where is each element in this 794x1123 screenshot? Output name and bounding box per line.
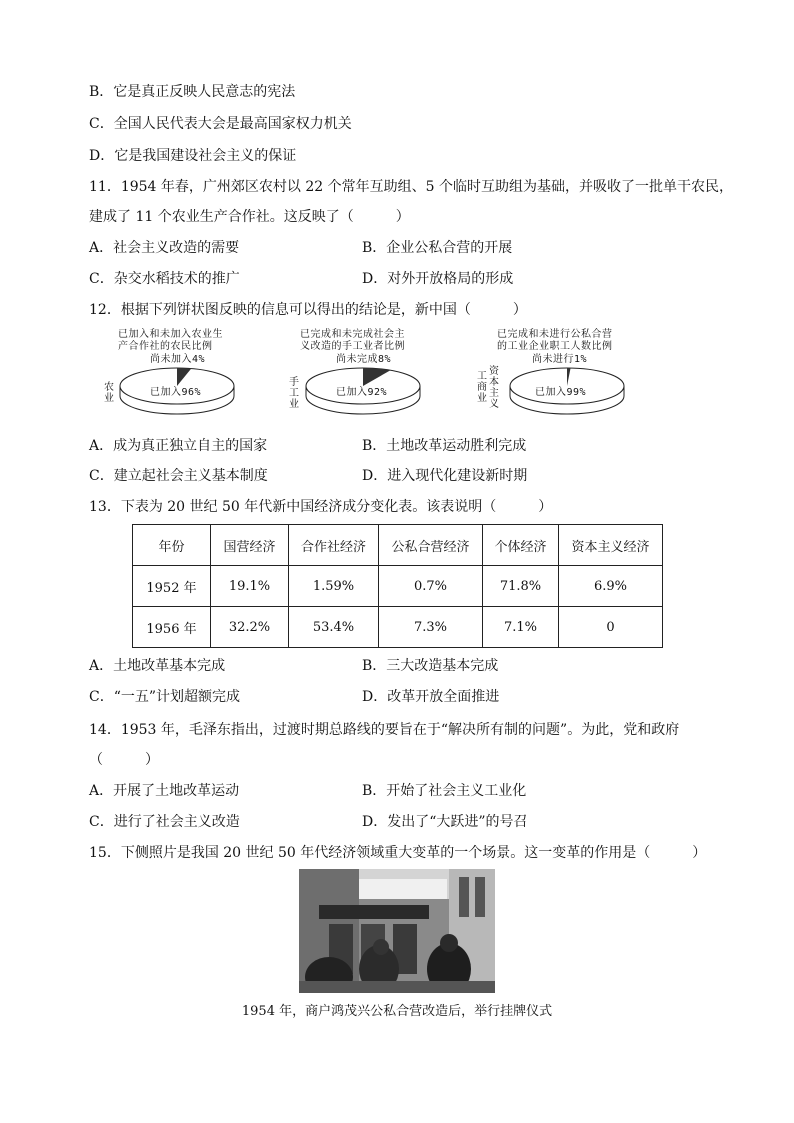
table-cell: 71.8% [483, 566, 559, 607]
table-cell: 0 [559, 607, 663, 648]
q13-option-c: C．“一五”计划超额完成 [89, 689, 241, 705]
q12-option-c: C．建立起社会主义基本制度 [89, 468, 268, 484]
pie1-small-label: 尚未加入4% [150, 354, 206, 365]
q14-option-b: B．开始了社会主义工业化 [362, 783, 527, 799]
pie2-small-label: 尚未完成8% [336, 354, 392, 365]
q11-stem-1: 11．1954 年春，广州郊区农村以 22 个常年互助组、5 个临时互助组为基础，并吸收了一批单干农民， [89, 179, 733, 195]
q14-stem-2: （ ） [89, 752, 159, 768]
q14-option-d: D．发出了“大跃进”的号召 [362, 814, 528, 830]
table-cell: 53.4% [289, 607, 379, 648]
table-header-cell: 合作社经济 [289, 525, 379, 566]
table-header-cell: 资本主义经济 [559, 525, 663, 566]
pie2-side-label: 手工业 [289, 377, 299, 410]
table-cell: 7.1% [483, 607, 559, 648]
photo-caption: 1954 年，商户鸿茂兴公私合营改造后，举行挂牌仪式 [241, 1004, 553, 1019]
table-cell: 32.2% [211, 607, 289, 648]
q11-option-d: D．对外开放格局的形成 [362, 271, 514, 287]
q14-option-a: A．开展了土地改革运动 [89, 783, 240, 799]
q11-option-a: A．社会主义改造的需要 [89, 240, 240, 256]
pie3-small-label: 尚未进行1% [532, 354, 588, 365]
q12-option-d: D．进入现代化建设新时期 [362, 468, 528, 484]
q10-option-b: B．它是真正反映人民意志的宪法 [89, 84, 296, 100]
q11-option-b: B．企业公私合营的开展 [362, 240, 513, 256]
historical-photo [299, 869, 495, 993]
table-row [133, 566, 663, 607]
pie1-side-label: 农业 [104, 382, 114, 404]
q10-option-d: D．它是我国建设社会主义的保证 [89, 148, 297, 164]
pie3-title-line1: 已完成和未进行公私合营 [497, 329, 613, 340]
q10-option-c: C．全国人民代表大会是最高国家权力机关 [89, 116, 352, 132]
table-cell: 19.1% [211, 566, 289, 607]
pie2-title-line1: 已完成和未完成社会主 [300, 329, 405, 340]
pie1-title-line2: 产合作社的农民比例 [118, 341, 213, 352]
table-cell: 1952 年 [133, 566, 211, 607]
q11-stem-2: 建成了 11 个农业生产合作社。这反映了（ ） [89, 209, 410, 225]
table-header-cell: 年份 [133, 525, 211, 566]
q13-option-d: D．改革开放全面推进 [362, 689, 500, 705]
q13-option-a: A．土地改革基本完成 [89, 658, 226, 674]
q11-option-c: C．杂交水稻技术的推广 [89, 271, 240, 287]
table-cell: 1.59% [289, 566, 379, 607]
q14-stem-1: 14．1953 年，毛泽东指出，过渡时期总路线的要旨在于“解决所有制的问题”。为此，党和政府 [89, 722, 680, 738]
pie1-title-line1: 已加入和未加入农业生 [118, 329, 223, 340]
pie3-side-label-2: 资本主义 [489, 366, 499, 410]
table-cell: 7.3% [379, 607, 483, 648]
pie2-title-line2: 义改造的手工业者比例 [300, 341, 405, 352]
table-header-cell: 公私合营经济 [379, 525, 483, 566]
table-row [133, 607, 663, 648]
economy-table [132, 524, 663, 648]
pie3-title-line2: 的工业企业职工人数比例 [497, 341, 613, 352]
q12-stem: 12．根据下列饼状图反映的信息可以得出的结论是，新中国（ ） [89, 302, 527, 318]
table-cell: 1956 年 [133, 607, 211, 648]
table-cell: 0.7% [379, 566, 483, 607]
table-header-cell: 个体经济 [483, 525, 559, 566]
q12-option-b: B．土地改革运动胜利完成 [362, 438, 527, 454]
table-cell: 6.9% [559, 566, 663, 607]
q14-option-c: C．进行了社会主义改造 [89, 814, 240, 830]
q12-option-a: A．成为真正独立自主的国家 [89, 438, 268, 454]
pie2-big-label: 已加入92% [336, 387, 388, 398]
q13-stem: 13．下表为 20 世纪 50 年代新中国经济成分变化表。该表说明（ ） [89, 499, 553, 515]
table-header-row [133, 525, 663, 566]
q15-stem: 15．下侧照片是我国 20 世纪 50 年代经济领域重大变革的一个场景。这一变革的作用是（ ） [89, 845, 707, 861]
pie3-side-label-1: 工商业 [477, 371, 487, 404]
table-header-cell: 国营经济 [211, 525, 289, 566]
pie3-big-label: 已加入99% [535, 387, 587, 398]
q13-option-b: B．三大改造基本完成 [362, 658, 499, 674]
pie1-big-label: 已加入96% [150, 387, 202, 398]
